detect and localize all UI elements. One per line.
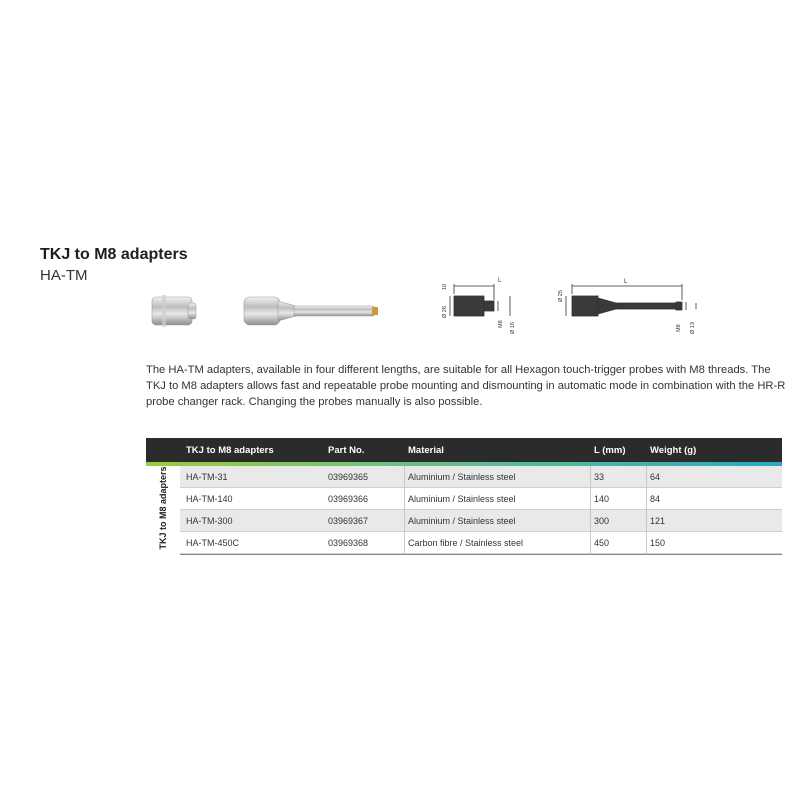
long-thread-label: M8 <box>676 324 682 332</box>
cell-part: 03969367 <box>328 516 369 526</box>
table-bottom-rule <box>180 554 782 555</box>
cell-material: Aluminium / Stainless steel <box>408 516 516 526</box>
cell-material: Carbon fibre / Stainless steel <box>408 538 524 548</box>
long-length-label: L <box>624 279 628 285</box>
table-row <box>180 466 782 488</box>
cell-part: 03969368 <box>328 538 369 548</box>
col-header-part: Part No. <box>328 445 365 456</box>
table-row <box>180 532 782 554</box>
table-row <box>180 510 782 532</box>
small-thread-label: M8 <box>498 320 504 328</box>
page-title: TKJ to M8 adapters <box>40 246 188 263</box>
page-subtitle: HA-TM <box>40 267 88 284</box>
cell-material: Aluminium / Stainless steel <box>408 494 516 504</box>
cell-weight: 150 <box>650 538 666 548</box>
table-row <box>180 488 782 510</box>
long-diameter-label: Ø 25 <box>558 290 564 302</box>
product-photos <box>148 285 388 335</box>
small-top-label: 10 <box>442 283 448 290</box>
short-adapter-photo <box>152 295 196 327</box>
small-length-label: L <box>498 278 502 284</box>
long-adapter-photo <box>244 297 378 325</box>
cell-part: 03969365 <box>328 472 369 482</box>
long-adapter-drawing <box>566 284 696 316</box>
technical-drawings <box>440 270 700 342</box>
cell-name: HA-TM-300 <box>186 516 233 526</box>
cell-part: 03969366 <box>328 494 369 504</box>
col-header-material: Material <box>408 445 444 456</box>
short-adapter-drawing <box>450 284 510 316</box>
col-header-name: TKJ to M8 adapters <box>186 445 274 456</box>
cell-material: Aluminium / Stainless steel <box>408 472 516 482</box>
spec-table <box>146 438 782 555</box>
small-diameter-label: Ø 26 <box>442 306 448 318</box>
long-tip-label: Ø 13 <box>690 322 696 334</box>
cell-weight: 64 <box>650 472 661 482</box>
cell-name: HA-TM-450C <box>186 538 240 548</box>
table-header <box>146 438 782 462</box>
cell-weight: 121 <box>650 516 666 526</box>
cell-name: HA-TM-140 <box>186 494 233 504</box>
row-group-label: TKJ to M8 adapters <box>158 466 168 550</box>
small-shaft-label: Ø 16 <box>510 322 516 334</box>
cell-length: 450 <box>594 538 610 548</box>
col-header-weight: Weight (g) <box>650 445 697 456</box>
cell-length: 300 <box>594 516 610 526</box>
cell-length: 140 <box>594 494 610 504</box>
cell-length: 33 <box>594 472 605 482</box>
col-header-length: L (mm) <box>594 445 626 456</box>
cell-weight: 84 <box>650 494 661 504</box>
cell-name: HA-TM-31 <box>186 472 228 482</box>
product-description: The HA-TM adapters, available in four different lengths, are suitable for all Hexagon touch-trigger probes with M8 threads. The TKJ to M8 adapters allows fast and repeatable probe mounting and dismounting in automatic mode in combination with the HR-R probe changer rack. Changing the probes manually is also possible. <box>146 364 786 408</box>
table-body <box>180 466 782 554</box>
